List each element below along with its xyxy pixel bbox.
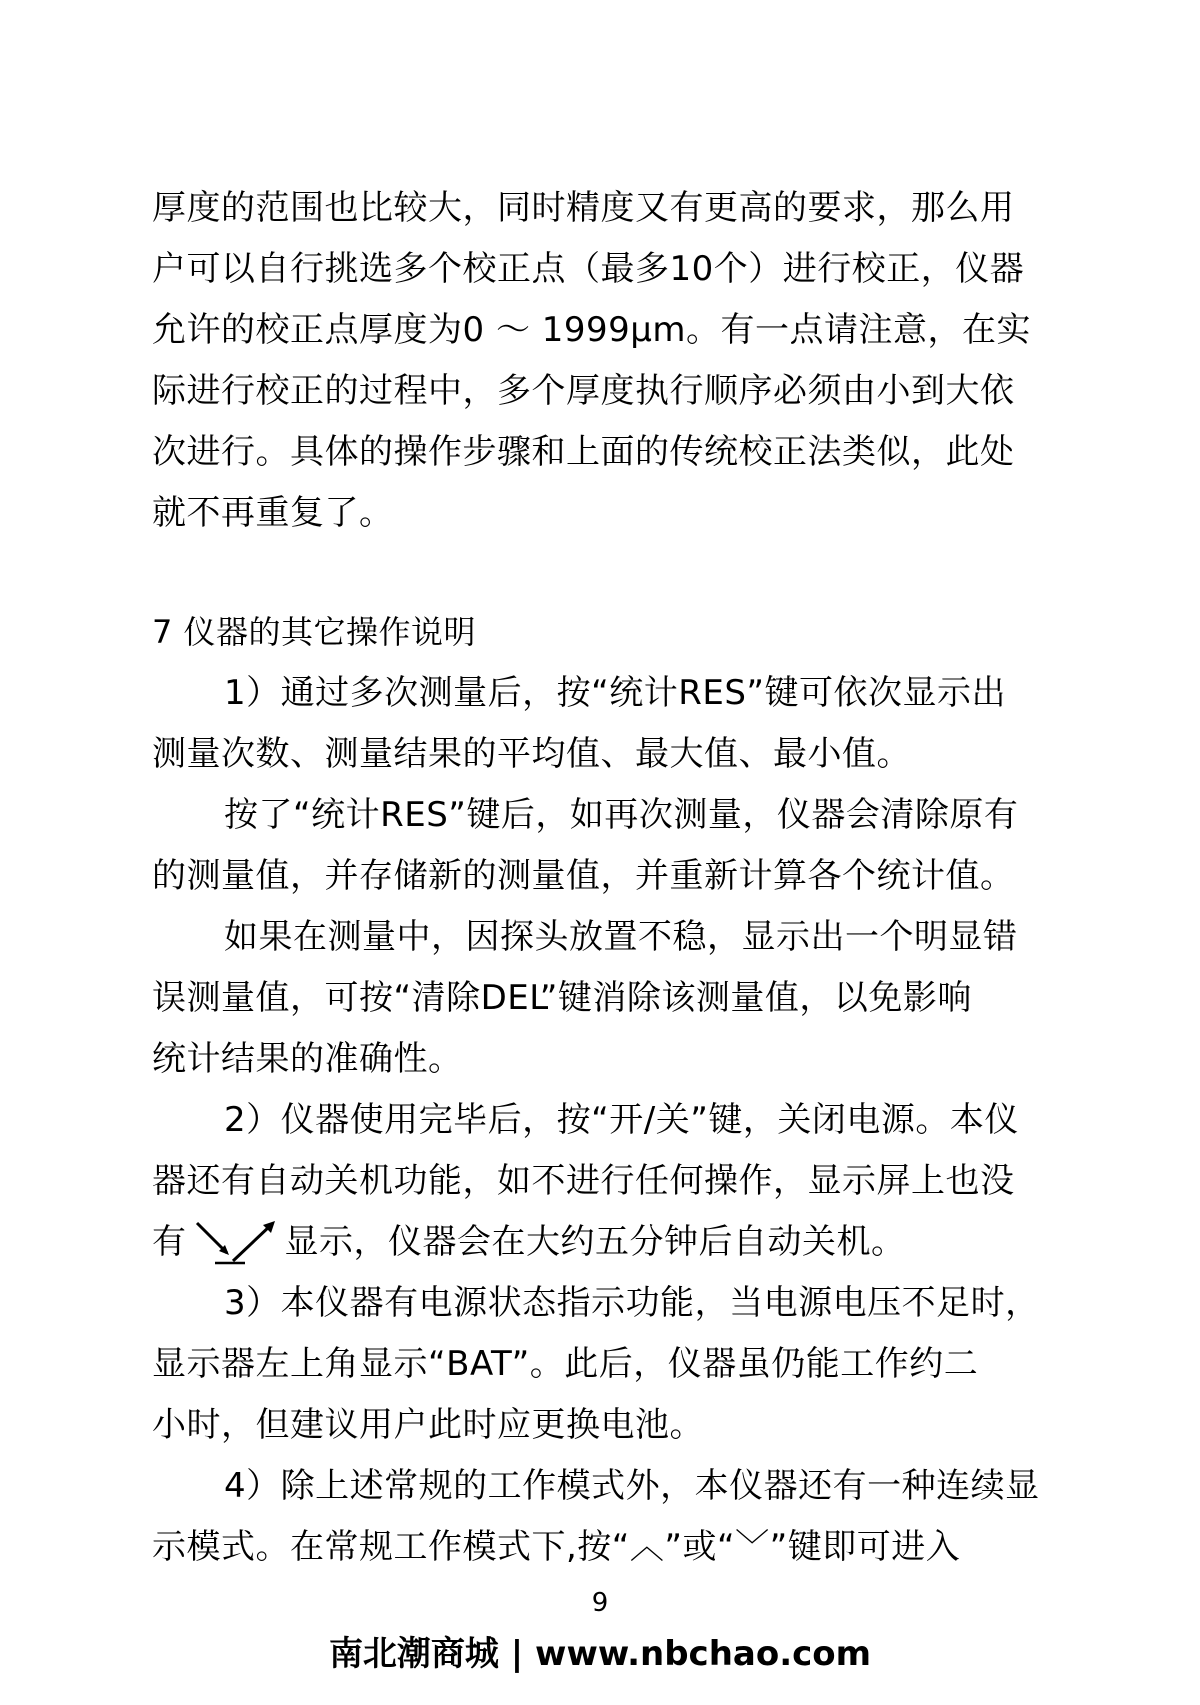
- text-line: 显示器左上角显示“BAT”。此后，仪器虽仍能工作约二: [152, 1344, 979, 1384]
- text-line: 次进行。具体的操作步骤和上面的传统校正法类似，此处: [152, 432, 1015, 472]
- text-line: 示模式。在常规工作模式下,按“︿”或“﹀”键即可进入: [152, 1527, 961, 1567]
- text-line: 统计结果的准确性。: [152, 1039, 463, 1079]
- text-line: 允许的校正点厚度为0 ～ 1999μm。有一点请注意，在实: [152, 310, 1032, 350]
- text-line: 户可以自行挑选多个校正点（最多10个）进行校正，仪器: [152, 249, 1025, 289]
- text-fragment: 显示，仪器会在大约五分钟后自动关机。: [284, 1222, 906, 1262]
- text-line: 2）仪器使用完毕后，按“开/关”键，关闭电源。本仪: [224, 1100, 1019, 1140]
- text-line: 的测量值，并存储新的测量值，并重新计算各个统计值。: [152, 856, 1015, 896]
- text-line-with-icon: [152, 1212, 1056, 1273]
- check-arrow-icon: [193, 1217, 281, 1269]
- site-watermark: 南北潮商城 | www.nbchao.com: [328, 1634, 872, 1674]
- text-line: 际进行校正的过程中，多个厚度执行顺序必须由小到大依: [152, 371, 1015, 411]
- document-body: [152, 178, 1056, 1578]
- text-line: 如果在测量中，因探头放置不稳，显示出一个明显错: [224, 917, 1018, 957]
- text-line: 就不再重复了。: [152, 493, 394, 533]
- text-line: 测量次数、测量结果的平均值、最大值、最小值。: [152, 734, 911, 774]
- text-fragment: 有: [152, 1222, 187, 1262]
- text-line: 误测量值，可按“清除DEL”键消除该测量值，以免影响: [152, 978, 972, 1018]
- page-number: 9: [591, 1588, 609, 1618]
- text-line: 厚度的范围也比较大，同时精度又有更高的要求，那么用: [152, 188, 1015, 228]
- text-line: 器还有自动关机功能，如不进行任何操作，显示屏上也没: [152, 1161, 1015, 1201]
- text-line: 按了“统计RES”键后，如再次测量，仪器会清除原有: [224, 795, 1019, 835]
- text-line: 1）通过多次测量后，按“统计RES”键可依次显示出: [224, 673, 1007, 713]
- text-line: 3）本仪器有电源状态指示功能，当电源电压不足时，: [224, 1283, 1040, 1323]
- section-heading: 7 仪器的其它操作说明: [152, 613, 477, 651]
- text-line: 小时，但建议用户此时应更换电池。: [152, 1405, 704, 1445]
- text-line: 4）除上述常规的工作模式外，本仪器还有一种连续显: [224, 1466, 1040, 1506]
